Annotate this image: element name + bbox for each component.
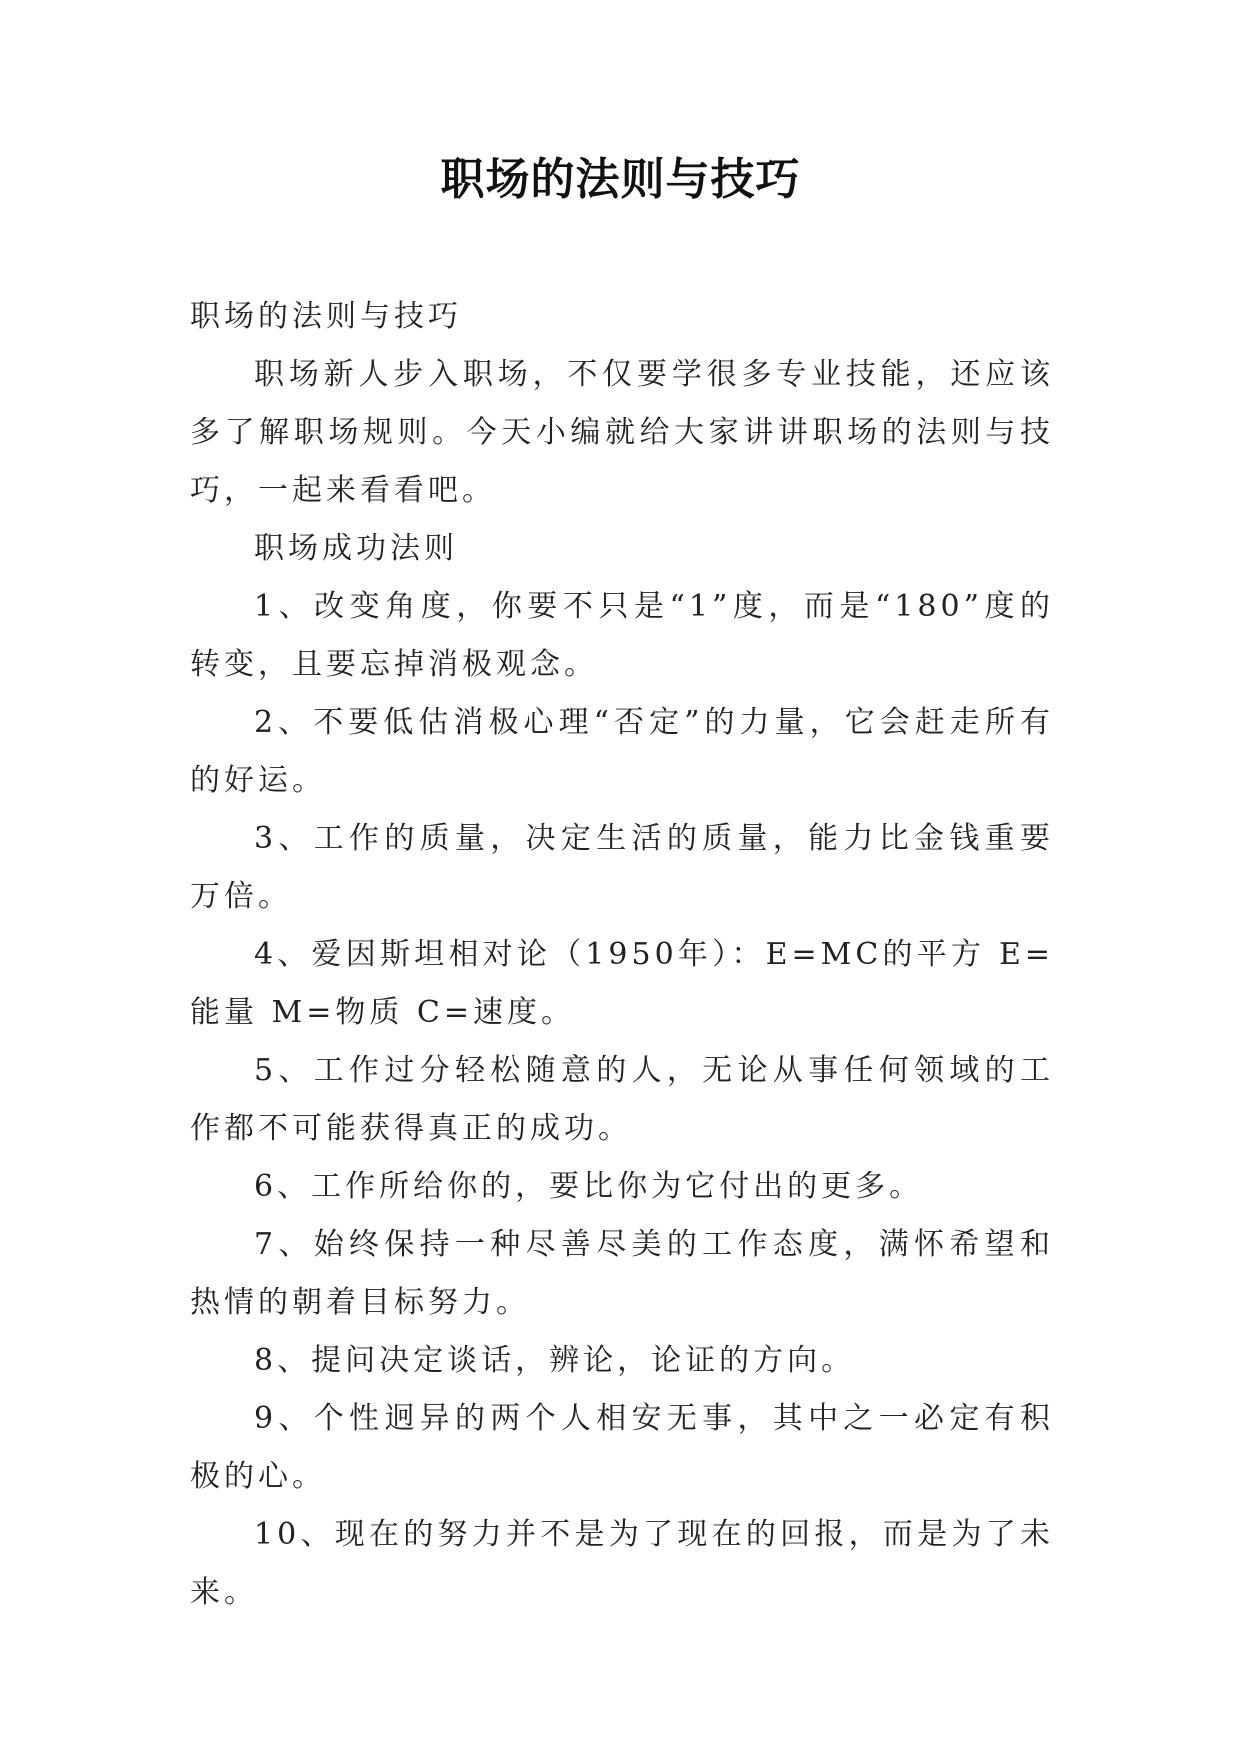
section-heading: 职场成功法则 <box>254 531 458 566</box>
rule-item-8: 8、提问决定谈话，辨论，论证的方向。 <box>254 1343 856 1378</box>
rule-item-2: 2、不要低估消极心理“否定”的力量，它会赶走所有的好运。 <box>190 705 1054 798</box>
subtitle-paragraph: 职场的法则与技巧 <box>190 299 462 334</box>
rule-item-3: 3、工作的质量，决定生活的质量，能力比金钱重要万倍。 <box>190 821 1054 914</box>
rule-item-6: 6、工作所给你的，要比你为它付出的更多。 <box>254 1169 924 1204</box>
document-title: 职场的法则与技巧 <box>440 154 801 205</box>
rule-item-4: 4、爱因斯坦相对论（1950年）：E=MC的平方 E=能量 M=物质 C=速度。 <box>190 937 1054 1030</box>
rule-item-10: 10、现在的努力并不是为了现在的回报，而是为了未来。 <box>190 1517 1054 1610</box>
rule-item-7: 7、始终保持一种尽善尽美的工作态度，满怀希望和热情的朝着目标努力。 <box>190 1227 1054 1320</box>
rule-item-5: 5、工作过分轻松随意的人，无论从事任何领域的工作都不可能获得真正的成功。 <box>190 1053 1054 1146</box>
intro-paragraph: 职场新人步入职场，不仅要学很多专业技能，还应该多了解职场规则。今天小编就给大家讲讲职场的法则与技巧，一起来看看吧。 <box>190 357 1054 508</box>
rule-item-9: 9、个性迥异的两个人相安无事，其中之一必定有积极的心。 <box>190 1401 1054 1494</box>
document-body <box>190 288 1054 1622</box>
rule-item-1: 1、改变角度，你要不只是“1”度，而是“180”度的转变，且要忘掉消极观念。 <box>190 589 1054 682</box>
